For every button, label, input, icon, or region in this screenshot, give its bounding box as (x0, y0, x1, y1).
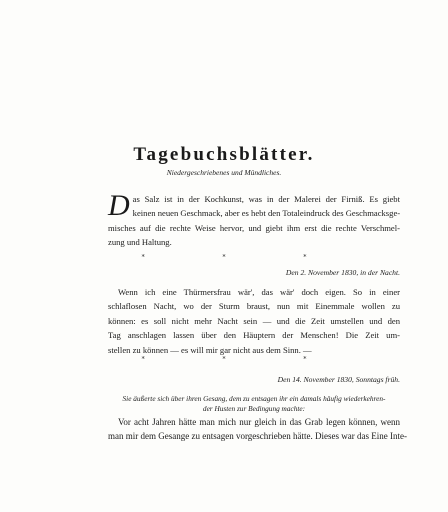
text-line: können: es soll nicht mehr Nacht sein — und die Zeit umstellen und den (108, 315, 400, 326)
text-line: as Salz ist in der Kochkunst, was in der Malerei der Firniß. Es giebt (132, 194, 400, 204)
paragraph-salt (108, 189, 401, 250)
text-line: misches auf die rechte Weise hervor, und giebt ihm erst die rechte Verschmel- (108, 222, 400, 233)
drop-cap: D (108, 189, 130, 222)
text-line: keinen neuen Geschmack, aber es hebt den Totaleindruck des Geschmacksge- (132, 208, 401, 219)
section-separator: * * * (141, 254, 345, 261)
text-line: Vor acht Jahren hätte man mich nur gleich in das Grab legen können, wenn (118, 417, 400, 427)
text-line: zung und Haltung. (108, 237, 172, 248)
section-separator: * * * (141, 356, 345, 363)
intro-line: Sie äußerte sich über ihren Gesang, dem zu entsagen ihr ein damals häufig wiederkehren- (122, 394, 386, 403)
text-line: man mir dem Gesange zu entsagen vorgeschrieben hätte. Dieses war das Eine Inte- (108, 431, 407, 442)
intro-line: der Husten zur Bedingung machte: (202, 404, 306, 413)
text-line: Tag anschlagen lassen über den Häuptern der Menschen! Die Zeit um- (108, 330, 400, 341)
text-line: schlaflosen Nacht, wo der Sturm braust, nun mit Einemmale wollen zu (108, 301, 400, 312)
page-subtitle: Niedergeschriebenes und Mündliches. (166, 168, 282, 177)
intro-note (108, 394, 400, 414)
paragraph-tower-keeper (108, 285, 400, 357)
text-line: stellen zu können — es will mir gar nicht aus dem Sinn. — (108, 344, 312, 355)
dateline: Den 14. November 1830, Sonntags früh. (277, 375, 400, 384)
paragraph-singing (108, 415, 407, 444)
page-title: Tagebuchsblätter. (133, 144, 315, 165)
dateline: Den 2. November 1830, in der Nacht. (285, 268, 400, 277)
text-line: Wenn ich eine Thürmersfrau wär', das wär' doch eigen. So in einer (118, 287, 400, 297)
